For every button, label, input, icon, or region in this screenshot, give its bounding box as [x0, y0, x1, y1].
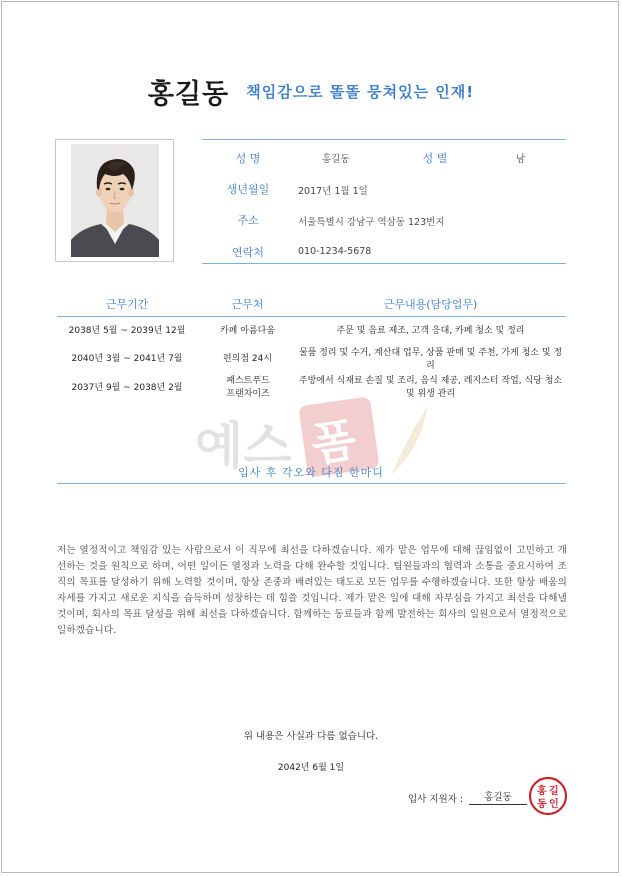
- career-row-2-period: 2040년 3월 ~ 2041년 7월: [71, 354, 183, 364]
- contact-label: 연락처: [232, 246, 264, 259]
- address-value: 서울특별시 강남구 역삼동 123번지: [298, 217, 445, 228]
- photo-frame: [55, 139, 174, 262]
- career-row-2-duty: 물품 정리 및 수거, 계산대 업무, 상품 판매 및 주천, 가게 청소 및 정리: [298, 348, 563, 371]
- career-row-3-duty: 주방에서 식재료 손질 및 조리, 음식 제공, 레지스터 작업, 식당 청소 및 위생 관리: [298, 376, 563, 399]
- birth-label: 생년월일: [226, 183, 270, 196]
- applicant-slogan: 책임감으로 똘똘 뭉쳐있는 인재!: [246, 83, 475, 101]
- applicant-name-title: 홍길동: [147, 79, 230, 110]
- career-header-place: 근무처: [231, 298, 264, 311]
- svg-text:홍: 홍: [537, 786, 547, 797]
- birth-value: 2017년 1월 1일: [298, 186, 368, 197]
- profile-photo: [71, 144, 159, 257]
- career-header-rule: [57, 316, 566, 317]
- statement-title: 입사 후 각오와 다짐 한마디: [238, 466, 384, 479]
- svg-text:폼: 폼: [308, 411, 360, 472]
- career-row-1-period: 2038년 5월 ~ 2039년 12월: [68, 326, 186, 336]
- name-value: 홍길동: [322, 154, 350, 165]
- svg-text:길: 길: [549, 786, 559, 797]
- address-label: 주소: [237, 214, 259, 227]
- seal-stamp: [528, 776, 568, 816]
- profile-top-rule: [202, 139, 566, 140]
- career-row-3-period: 2037년 9월 ~ 2038년 2월: [71, 383, 183, 393]
- career-row-2-place: 편의점 24시: [222, 354, 273, 364]
- career-row-1-place: 카페 아름다움: [219, 326, 276, 336]
- gender-label: 성 별: [422, 152, 448, 165]
- statement-body: 저는 열정적이고 책임감 있는 사람으로서 이 직무에 최선을 다하겠습니다. 제가 맡은 업무에 대해 끊임없이 고민하고 개선하는 것을 원칙으로 하며, 어떤 일이든 열정과 노력을 다해 완수할 것입니다. 팀원들과의 협력과 소통을 중요시하여 조직의 목표를 달성하기 위해 노력할 것이며, 항상 존중과 배려있는 태도로 모든 업무를 수행하겠습니다. 또한 항상 배움의 자세를 가지고 새로운 지식을 습득하며 성장하는 데 힘쓸 것입니다. 제가 맡은 일에 대해 자부심을 가지고 최선을 다해낼 것이며, 회사의 목표 달성을 위해 최선을 다하겠습니다. 함께하는 동료들과 함께 발전하는 회사의 일원으로서 열정적으로 일하겠습니다.: [57, 545, 567, 636]
- career-header-duty: 근무내용(담당업무): [383, 298, 478, 311]
- svg-text:예스: 예스: [195, 417, 292, 475]
- profile-bottom-rule: [202, 263, 566, 264]
- statement-top-rule: [57, 483, 566, 484]
- signature-label: 입사 지원자 :: [408, 794, 464, 805]
- title-row: [0, 72, 622, 112]
- svg-text:동: 동: [537, 799, 547, 810]
- contact-value: 010-1234-5678: [298, 246, 372, 257]
- name-label: 성 명: [235, 152, 261, 165]
- confirmation-text: 위 내용은 사실과 다름 없습니다.: [243, 731, 379, 742]
- career-row-1-duty: 주문 및 음료 제조, 고객 응대, 카페 청소 및 정리: [336, 326, 525, 336]
- svg-text:인: 인: [549, 799, 559, 810]
- signature-name: 홍길동: [469, 789, 527, 805]
- career-header-period: 근무기간: [105, 298, 149, 311]
- career-row-3-place: 패스트푸드 프랜차이즈: [226, 376, 270, 399]
- submission-date: 2042년 6월 1일: [277, 763, 345, 773]
- gender-value: 남: [516, 154, 526, 165]
